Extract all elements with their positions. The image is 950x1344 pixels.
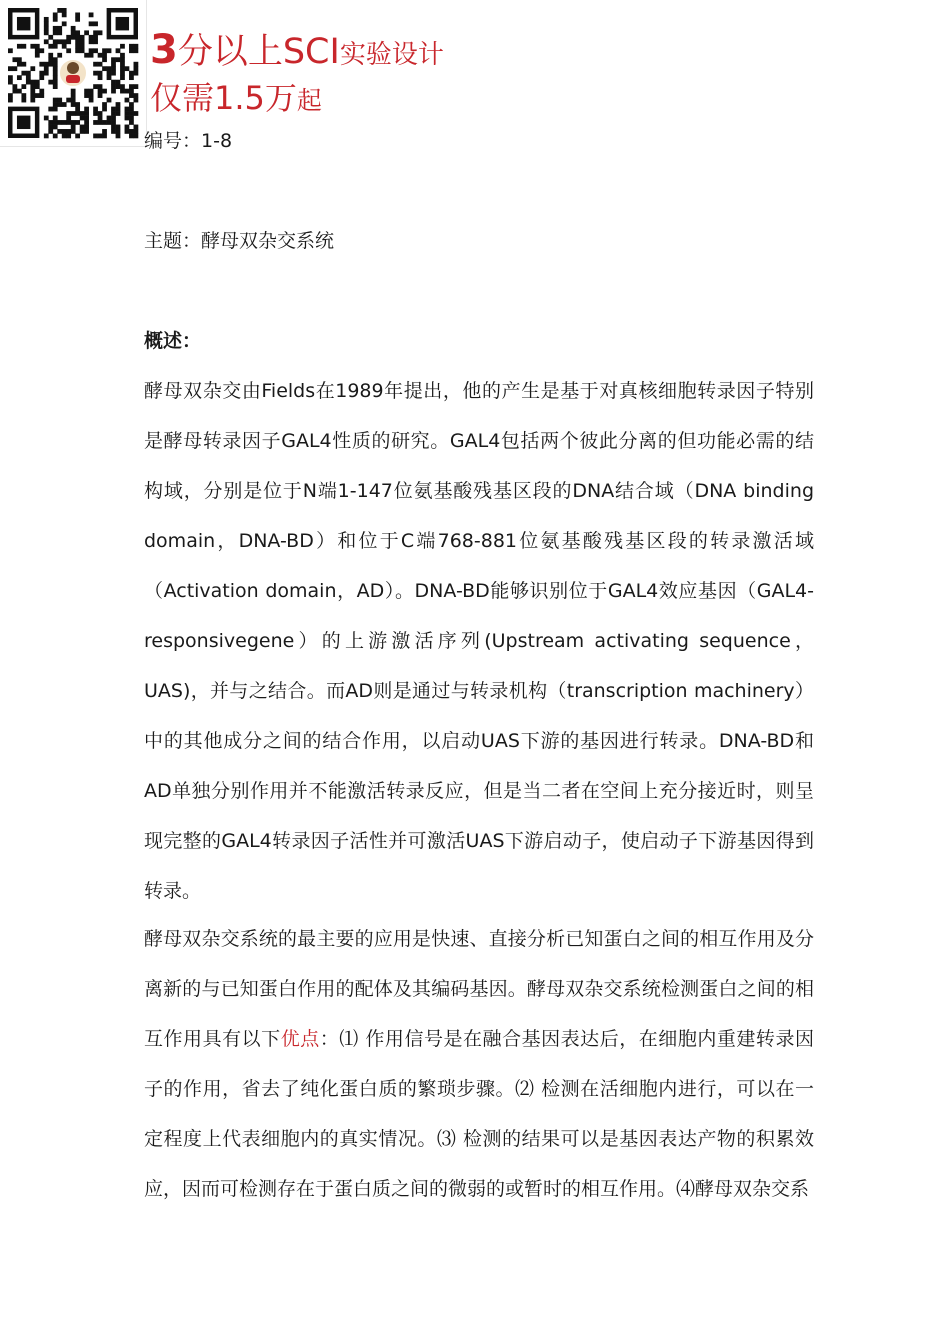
qr-code-image [0, 0, 146, 146]
ad-text-small: 实验设计 [339, 40, 444, 70]
ad-banner-line2 [150, 79, 322, 117]
overview-paragraph-2 [144, 914, 814, 1214]
ad-banner-line1 [150, 27, 444, 73]
ad-price-suffix: 起 [296, 86, 322, 115]
document-topic: 主题：酵母双杂交系统 [144, 230, 335, 252]
overview-heading: 概述： [144, 330, 202, 352]
paragraph-2-advantages: ：⑴ 作用信号是在融合基因表达后，在细胞内重建转录因子的作用，省去了纯化蛋白质的繁琐步骤。⑵ 检测在活细胞内进行，可以在一定程度上代表细胞内的真实情况。⑶ 检测的结果可以是基因表达产物的积累效应，因而可检测存在于蛋白质之间的微弱的或暂时的相互作用。⑷酵母双杂交系 [144, 1028, 814, 1200]
qr-code [0, 0, 147, 147]
advantages-highlight: 优点 [280, 1028, 320, 1050]
overview-paragraph-1: 酵母双杂交由Fields在1989年提出，他的产生是基于对真核细胞转录因子特别是酵母转录因子GAL4性质的研究。GAL4包括两个彼此分离的但功能必需的结构域，分别是位于N端1-147位氨基酸残基区段的DNA结合域（DNA binding domain，DNA-BD）和位于C端768-881位氨基酸残基区段的转录激活域（Activation domain，AD）。DNA-BD能够识别位于GAL4效应基因（GAL4-responsivegene）的上游激活序列(Upstream activating sequence，UAS)，并与之结合。而AD则是通过与转录机构（transcription machinery）中的其他成分之间的结合作用，以启动UAS下游的基因进行转录。DNA-BD和AD单独分别作用并不能激活转录反应，但是当二者在空间上充分接近时，则呈现完整的GAL4转录因子活性并可激活UAS下游启动子，使启动子下游基因得到转录。 [144, 380, 814, 902]
ad-text-mid: 分以上SCI [177, 32, 340, 72]
document-number: 编号：1-8 [144, 130, 233, 152]
paragraph-2-text: 酵母双杂交系统的最主要的应用是快速、直接分析已知蛋白之间的相互作用及分离新的与已知蛋白作用的配体及其编码基因。酵母双杂交系统检测蛋白之间的相互作用具有以下 [144, 928, 814, 1050]
ad-price: 仅需1.5万 [150, 79, 297, 117]
ad-number: 3 [150, 27, 178, 73]
